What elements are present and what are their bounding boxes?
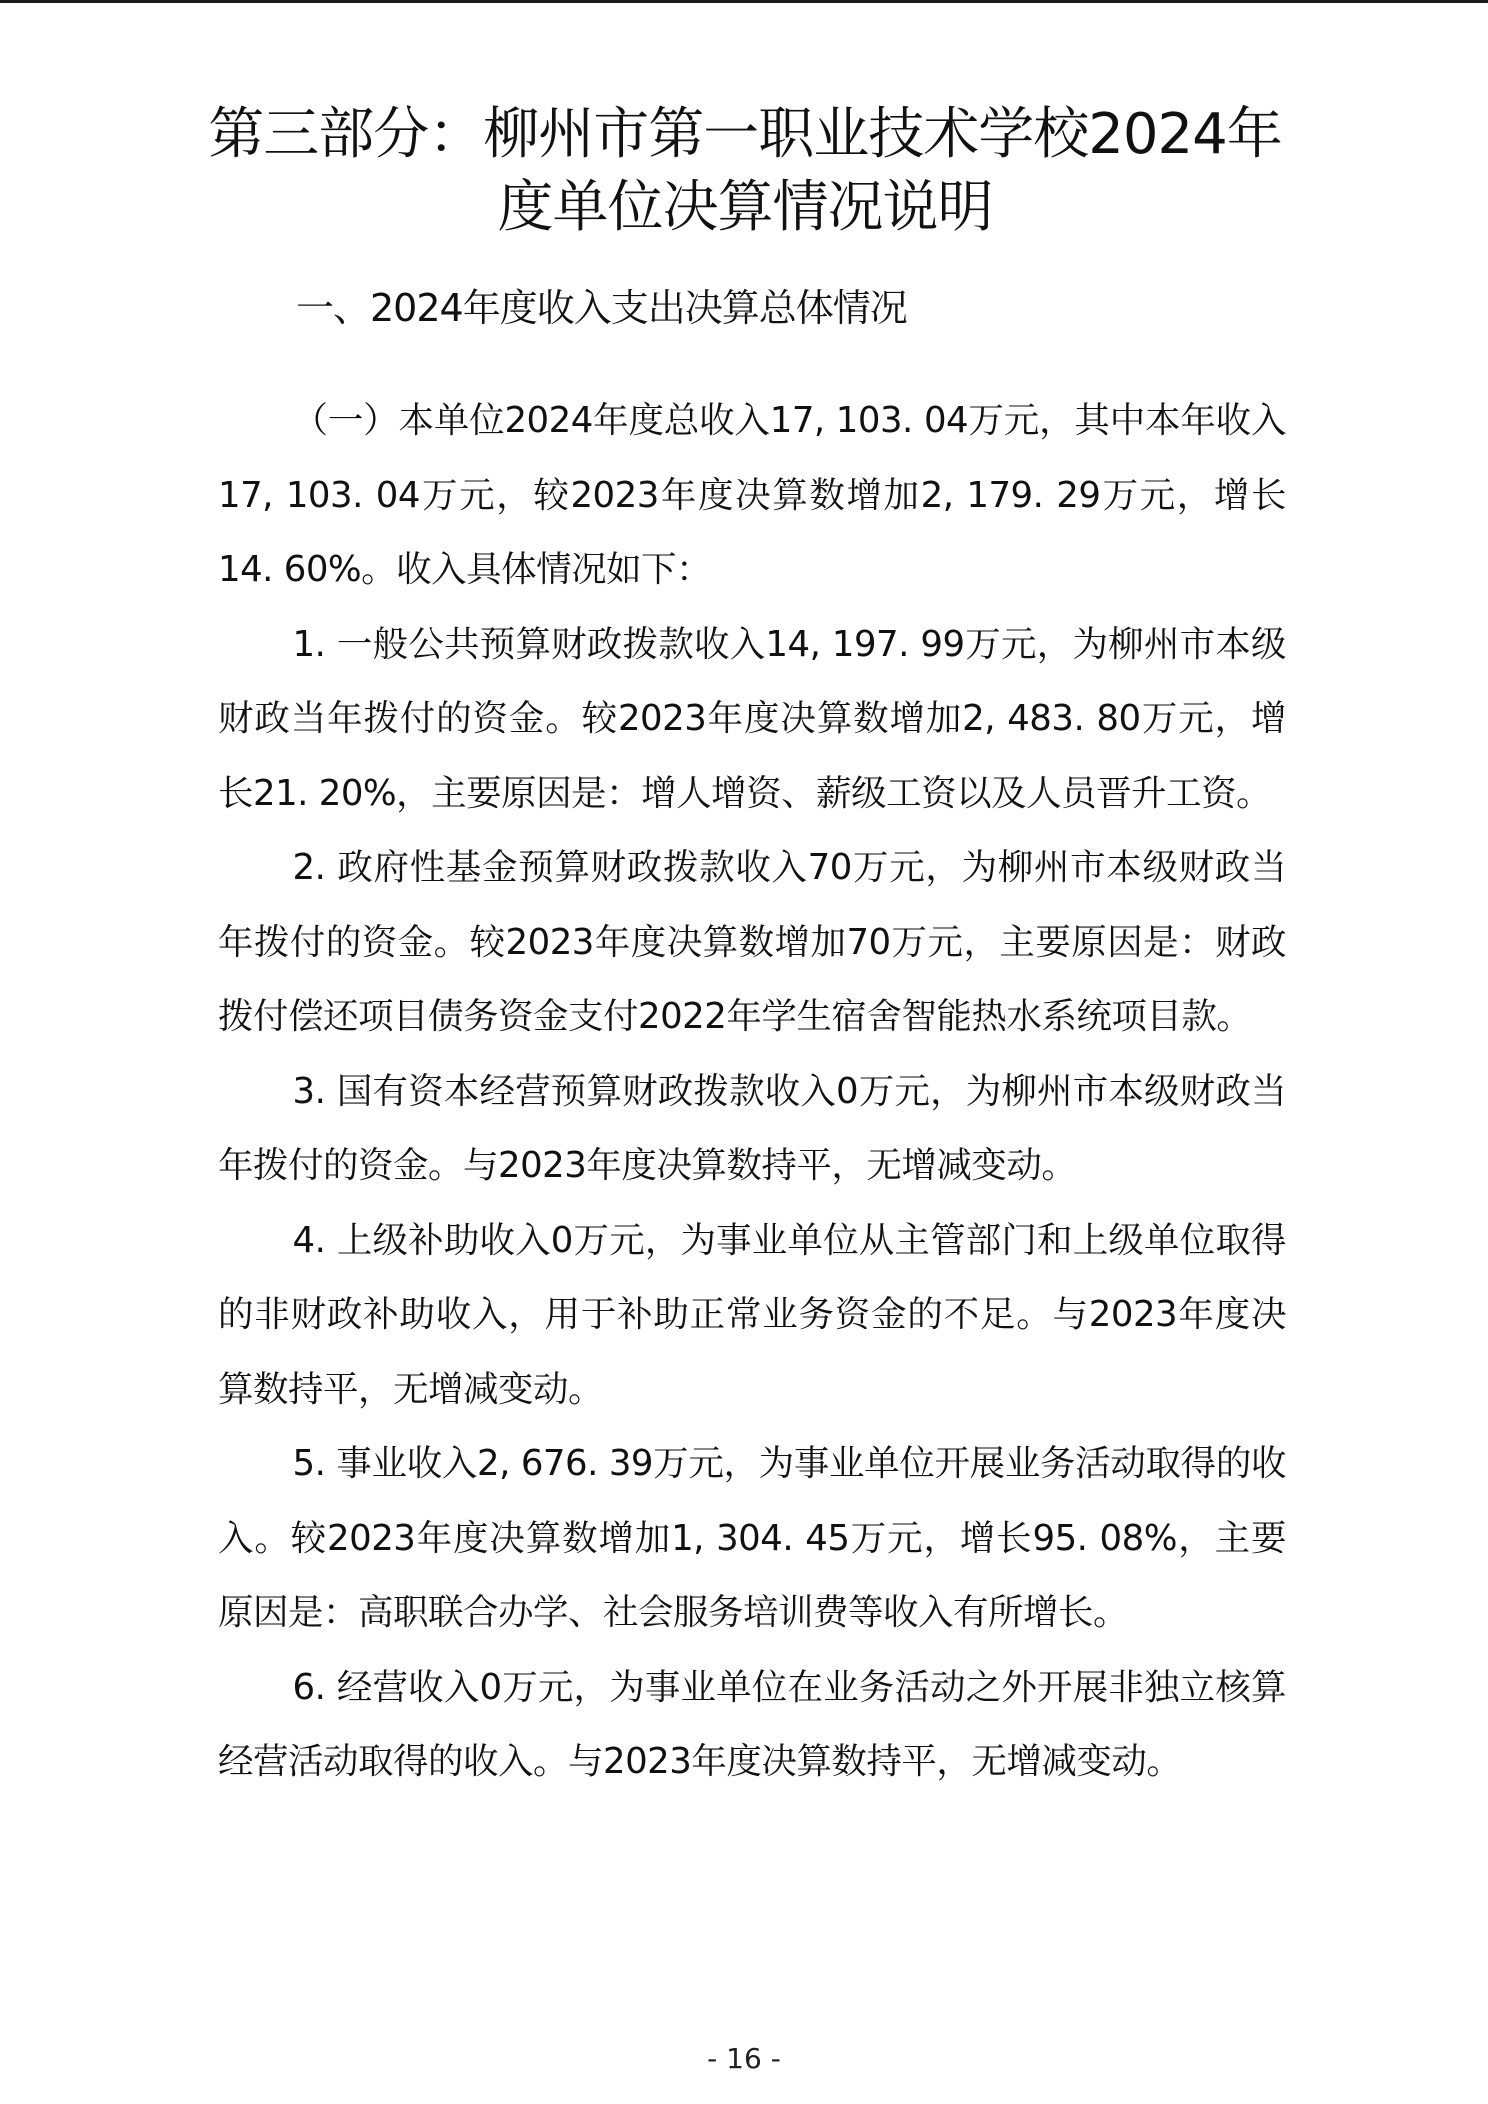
paragraph-government-fund-income: 2. 政府性基金预算财政拨款收入70万元，为柳州市本级财政当年拨付的资金。较2023年度决算数增加70万元，主要原因是：财政拨付偿还项目债务资金支付2022年学生宿舍智能热水系统项目款。 [218,847,1286,1037]
document-body [218,384,1286,1800]
section-heading: 一、2024年度收入支出决算总体情况 [296,286,907,330]
paragraph-general-budget-income: 1. 一般公共预算财政拨款收入14, 197. 99万元，为柳州市本级财政当年拨付的资金。较2023年度决算数增加2, 483. 80万元，增长21. 20%，主要原因是：增人增资、薪级工资以及人员晋升工资。 [218,623,1286,814]
paragraph-total-income: （一）本单位2024年度总收入17, 103. 04万元，其中本年收入17, 103. 04万元，较2023年度决算数增加2, 179. 29万元，增长14. 60%。收入具体情况如下： [218,400,1286,590]
document-title-line-1: 第三部分：柳州市第一职业技术学校2024年 [208,102,1282,167]
document-title-line-2: 度单位决算情况说明 [497,175,993,240]
document-title [200,98,1290,244]
paragraph-business-income: 5. 事业收入2, 676. 39万元，为事业单位开展业务活动取得的收入。较2023年度决算数增加1, 304. 45万元，增长95. 08%，主要原因是：高职联合办学、社会服务培训费等收入有所增长。 [218,1443,1286,1633]
paragraph-state-capital-income: 3. 国有资本经营预算财政拨款收入0万元，为柳州市本级财政当年拨付的资金。与2023年度决算数持平，无增减变动。 [218,1070,1286,1186]
paragraph-operating-income: 6. 经营收入0万元，为事业单位在业务活动之外开展非独立核算经营活动取得的收入。与2023年度决算数持平，无增减变动。 [218,1666,1286,1782]
page-top-edge [0,0,1488,3]
page-number: - 16 - [707,2042,781,2075]
paragraph-superior-subsidy-income: 4. 上级补助收入0万元，为事业单位从主管部门和上级单位取得的非财政补助收入，用于补助正常业务资金的不足。与2023年度决算数持平，无增减变动。 [218,1219,1286,1410]
